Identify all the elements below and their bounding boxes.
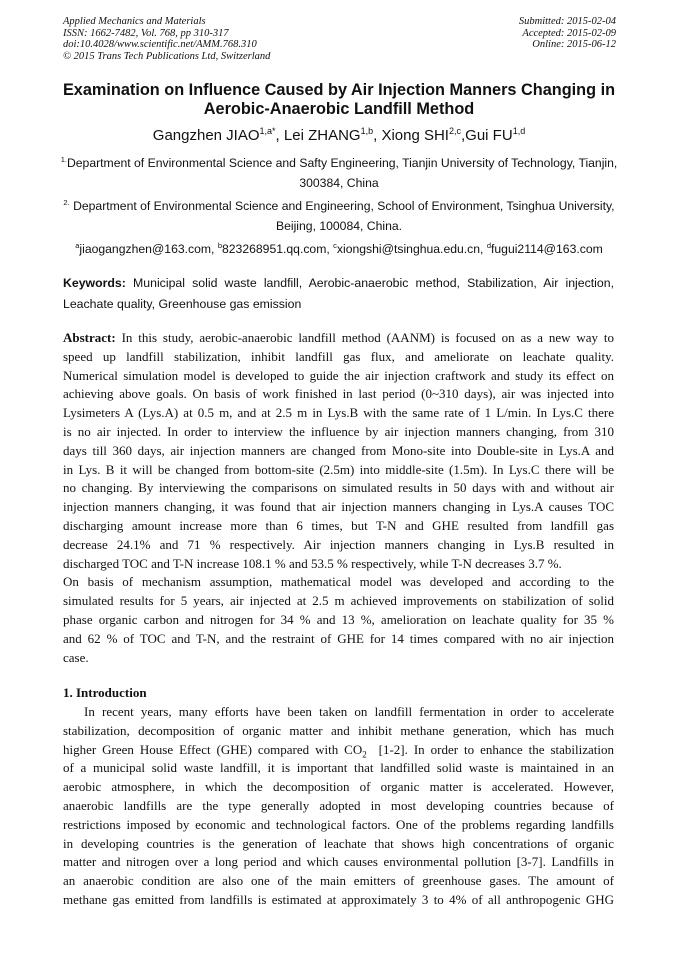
email-mark: c [333, 241, 337, 250]
abstract-line: On basis of mechanism assumption, mathematical model was developed and according to the [63, 574, 614, 590]
doi-line: doi:10.4028/www.scientific.net/AMM.768.310 [63, 39, 257, 51]
author-emails [40, 237, 638, 258]
keywords-text: Municipal solid waste landfill, Aerobic-anaerobic method, Stabilization, Air injection, Leachate quality, Greenhouse gas emission [63, 276, 615, 311]
email-mark: d [486, 241, 491, 250]
intro-line: restrictions imposed by economic and technological factors. One of the problems regarding landfills [63, 816, 614, 832]
intro-line: stabilization, decomposition of organic matter and inhibit methane generation, which has much [63, 722, 614, 738]
intro-line: an anaerobic condition are also one of the main emitters of greenhouse gases. The amount of [63, 873, 614, 889]
journal-info [63, 16, 270, 62]
author-affil-mark: 1,b [360, 126, 374, 136]
abstract-section [63, 329, 614, 667]
abstract-line: case. [63, 649, 89, 665]
author-name: Gangzhen JIAO [152, 127, 260, 144]
abstract-line: simulated results for 5 years, air injected at 2.5 m achieved improvements on stabilization of solid [63, 593, 614, 609]
author-affil-mark: 1,d [512, 126, 526, 136]
author-list [40, 122, 638, 145]
email-sep: , [480, 242, 487, 257]
keywords-label: Keywords: [63, 276, 126, 290]
author-sep: , [461, 127, 466, 144]
abstract-line: no changing. By interviewing the comparisons on simulated results in 50 days with and without air [63, 480, 614, 496]
accepted-date: Accepted: 2015-02-09 [522, 27, 616, 39]
author-affil-mark: 2,c [448, 126, 461, 136]
email-link[interactable]: fugui2114@163.com [491, 242, 603, 257]
journal-name: Applied Mechanics and Materials [63, 16, 206, 27]
intro-line: in developing countries is the generation of leachate that shows high concentrations of organic [63, 835, 614, 851]
affiliation-mark: 1. [60, 155, 67, 164]
abstract-line: decrease 24.1% and 71 % respectively. Air injection manners changing in Lys.B resulted in [63, 536, 614, 552]
author-name: Lei ZHANG [283, 127, 361, 144]
abstract-line: phase organic carbon and nitrogen for 34 % and 13 %, amelioration on leachate quality for 35 % [63, 611, 614, 627]
email-link[interactable]: xiongshi@tsinghua.edu.cn [336, 242, 481, 257]
email-link[interactable]: jiaogangzhen@163.com [79, 242, 212, 257]
email-sep: , [326, 242, 334, 257]
copyright-line: © 2015 Trans Tech Publications Ltd, Switzerland [63, 50, 271, 62]
abstract-line-text: In this study, aerobic-anaerobic landfill method (AANM) is focused on as a new way to [115, 330, 614, 345]
keywords-section [63, 273, 614, 314]
paper-title: Examination on Influence Caused by Air Injection Manners Changing in Aerobic-Anaerobic Landfill Method [62, 81, 616, 118]
affiliation-text: Department of Environmental Science and Engineering, School of Environment, Tsinghua University, Beijing, 100084, China. [73, 199, 615, 233]
affiliation-text: Department of Environmental Science and Safty Engineering, Tianjin University of Technology, Tianjin, 300384, China [66, 156, 618, 190]
submission-dates [519, 16, 616, 51]
intro-line: matter and nitrogen over a long period and which causes environmental pollution [3-7]. Landfills in [63, 854, 614, 870]
intro-line-text: [1-2]. In order to enhance the stabilization [366, 741, 615, 757]
abstract-line: achieving above goals. On basis of work finished in last period (0~310 days), air was injected into [63, 386, 614, 402]
author-name: Gui FU [465, 127, 513, 144]
intro-line-text: higher Green House Effect (GHE) compared with CO [63, 741, 363, 757]
intro-line [63, 741, 614, 760]
submitted-date: Submitted: 2015-02-04 [518, 16, 616, 27]
abstract-line: in Lys. B it will be changed from bottom-site (2.5m) into middle-site (1.5m). In Lys.C there will be [63, 461, 614, 477]
intro-line: of a municipal solid waste landfill, it is important that landfilled solid waste is maintained in an [63, 760, 614, 776]
abstract-line [63, 329, 614, 348]
author-sep: , [373, 127, 382, 144]
abstract-line: is no air injected. In order to interview the influence by air injection manners changing, from 310 [63, 423, 614, 439]
abstract-line: discharging amount increase more than 6 times, but T-N and GHE resulted from landfill gas [63, 517, 614, 533]
abstract-line: injection manners changing, it was found that air injection manners changing in Lys.A causes TOC [63, 499, 614, 515]
intro-line: aerobic atmosphere, in which the decomposition of organic matter is accelerated. However, [63, 779, 614, 795]
co2-subscript: 2 [362, 749, 367, 760]
introduction-body [63, 703, 614, 910]
issn-line: ISSN: 1662-7482, Vol. 768, pp 310-317 [63, 27, 229, 39]
abstract-line: Numerical simulation model is developed to guide the air injection craftwork and study its effect on [63, 367, 614, 383]
abstract-line: speed up landfill stabilization, inhibit landfill gas flux, and ameliorate on leachate quality. [63, 348, 614, 364]
abstract-line: Lysimeters A (Lys.A) at 0.5 m, and at 2.5 m in Lys.B with the same rate of 1 L/min. In Lys.C there [63, 405, 614, 421]
abstract-line: days till 360 days, air injection manners are changed from Mono-site into Double-site in Lys.A and [63, 442, 614, 458]
intro-line: anaerobic landfills are the type generally adopted in most developing countries because of [63, 797, 614, 813]
affiliation-mark: 2. [63, 198, 70, 207]
author-affil-mark: 1,a* [259, 126, 276, 136]
email-sep: , [211, 242, 218, 257]
email-link[interactable]: 823268951.qq.com [222, 242, 327, 257]
intro-line: In recent years, many efforts have been taken on landfill fermentation in order to accelerate [84, 704, 614, 719]
author-sep: , [275, 127, 284, 144]
abstract-label: Abstract: [63, 330, 116, 345]
affiliation-2 [60, 193, 618, 236]
author-name: Xiong SHI [381, 127, 449, 144]
section-heading: 1. Introduction [63, 685, 147, 700]
online-date: Online: 2015-06-12 [532, 39, 616, 51]
email-mark: b [217, 241, 222, 250]
abstract-line: discharged TOC and T-N increase 108.1 % and 53.5 % respectively, while T-N decreases 3.7 %. [63, 555, 562, 571]
abstract-line: and 62 % of TOC and T-N, and the restraint of GHE for 14 times compared with no air injection [63, 630, 614, 646]
email-mark: a [75, 241, 80, 250]
intro-line: methane gas emitted from landfills is estimated at approximately 3 to 4% of all anthropogenic GHG [63, 891, 614, 907]
affiliation-1 [60, 150, 618, 193]
